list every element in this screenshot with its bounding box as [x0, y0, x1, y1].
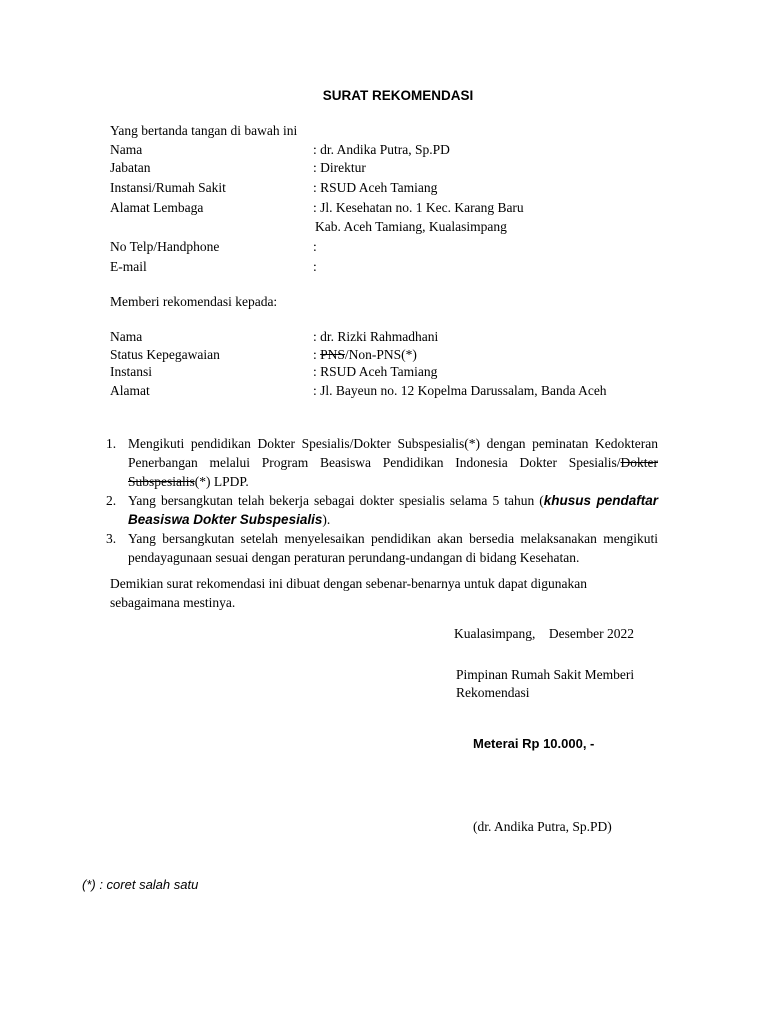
- field-label: Jabatan: [110, 160, 151, 175]
- item-text-end: (*) LPDP.: [194, 474, 249, 489]
- recommend-to-text: Memberi rekomendasi kepada:: [110, 294, 278, 309]
- list-item: [106, 434, 658, 491]
- list-number: 3.: [106, 531, 117, 546]
- letter-title: SURAT REKOMENDASI: [322, 88, 474, 103]
- status-struck: PNS: [320, 347, 345, 362]
- item-text: Yang bersangkutan setelah menyelesaikan pendidikan akan bersedia melaksanakan mengikuti pendayagunaan sesuai dengan peraturan perundang-undangan di bidang Kesehatan.: [128, 531, 658, 565]
- item-text: Mengikuti pendidikan Dokter Spesialis/Dokter Subspesialis(*) dengan peminatan Kedokteran Penerbangan melalui Program Beasiswa Pendidikan Indonesia Dokter Spesialis/: [128, 436, 658, 470]
- status-prefix: :: [313, 347, 321, 362]
- field-value: : Jl. Kesehatan no. 1 Kec. Karang Baru: [313, 200, 524, 215]
- list-item: [106, 529, 658, 567]
- field-value: :: [313, 239, 317, 254]
- field-label: Nama: [110, 142, 143, 157]
- field-label: E-mail: [110, 259, 147, 274]
- field-value: : Direktur: [313, 160, 366, 175]
- field-label: Instansi/Rumah Sakit: [110, 180, 226, 195]
- field-label: No Telp/Handphone: [110, 239, 220, 254]
- field-label: Status Kepegawaian: [110, 347, 220, 362]
- item-text: Yang bersangkutan telah bekerja sebagai dokter spesialis selama 5 tahun (: [128, 493, 544, 508]
- signatory-name: (dr. Andika Putra, Sp.PD): [473, 819, 612, 834]
- item-struck-text: Dokter Subspesialis: [128, 455, 658, 489]
- field-value: : Jl. Bayeun no. 12 Kopelma Darussalam, Banda Aceh: [313, 383, 607, 398]
- field-value: : RSUD Aceh Tamiang: [313, 180, 438, 195]
- field-value: Kab. Aceh Tamiang, Kualasimpang: [315, 219, 507, 234]
- field-label: Alamat: [110, 383, 150, 398]
- footnote: (*) : coret salah satu: [82, 877, 199, 892]
- field-value: : dr. Andika Putra, Sp.PD: [313, 142, 450, 157]
- list-number: 1.: [106, 436, 117, 451]
- signatory-role-line1: Pimpinan Rumah Sakit Memberi: [456, 667, 635, 682]
- list-number: 2.: [106, 493, 117, 508]
- numbered-list: [106, 434, 658, 567]
- field-label: Instansi: [110, 364, 152, 379]
- intro-text: Yang bertanda tangan di bawah ini: [110, 123, 298, 138]
- field-value: : RSUD Aceh Tamiang: [313, 364, 438, 379]
- field-value: : dr. Rizki Rahmadhani: [313, 329, 439, 344]
- field-label: Nama: [110, 329, 143, 344]
- item-text-end: ).: [322, 512, 331, 527]
- place-date: Kualasimpang, Desember 2022: [454, 626, 634, 641]
- field-value: :: [313, 259, 317, 274]
- stamp-duty-note: Meterai Rp 10.000, -: [473, 736, 595, 751]
- signatory-role-line2: Rekomendasi: [456, 685, 530, 700]
- status-rest: /Non-PNS(*): [344, 347, 417, 362]
- closing-paragraph: Demikian surat rekomendasi ini dibuat dengan sebenar-benarnya untuk dapat digunakan sebagaimana mestinya.: [110, 576, 587, 610]
- list-item: [106, 491, 658, 529]
- item-emphasis: khusus pendaftar Beasiswa Dokter Subspesialis: [128, 493, 658, 527]
- field-value: [313, 347, 417, 363]
- field-label: Alamat Lembaga: [110, 200, 204, 215]
